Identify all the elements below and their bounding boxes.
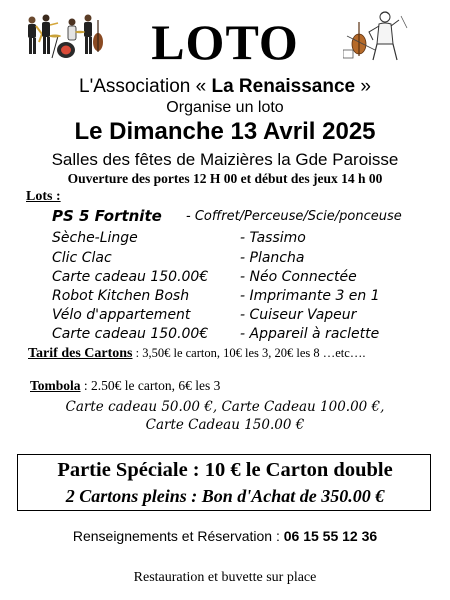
lot-right-item: - Coffret/Perceuse/Scie/ponceuse xyxy=(186,209,402,224)
tombola-prizes-line2: Carte Cadeau 150.00 € xyxy=(145,417,305,433)
lot-left-item: Carte cadeau 150.00€ xyxy=(52,326,209,342)
association-line xyxy=(0,76,450,98)
opening-hours: Ouverture des portes 12 H 00 et début des jeux 14 h 00 xyxy=(67,171,383,186)
event-location: Salles des fêtes de Maizières la Gde Paroisse xyxy=(51,150,399,169)
tombola-line xyxy=(30,378,220,394)
special-game-price: : 10 € le Carton double xyxy=(187,459,393,481)
lot-left-item: Clic Clac xyxy=(52,250,112,266)
association-name: La Renaissance xyxy=(211,76,356,97)
event-date: Le Dimanche 13 Avril 2025 xyxy=(74,118,376,145)
tombola-prizes-line1: Carte cadeau 50.00 €, Carte Cadeau 100.00 €, xyxy=(65,399,385,415)
tarif-line xyxy=(28,345,365,362)
association-prefix: L'Association « xyxy=(79,76,212,97)
special-game-title xyxy=(0,458,450,482)
association-suffix: » xyxy=(355,76,371,97)
lot-right-item: - Cuiseur Vapeur xyxy=(240,307,357,323)
lot-left-item: Sèche-Linge xyxy=(52,230,138,246)
lot-left-item: Carte cadeau 150.00€ xyxy=(52,269,209,285)
contact-phone: 06 15 55 12 36 xyxy=(283,528,378,544)
lot-right-item: - Tassimo xyxy=(240,230,306,246)
lot-left-item: Robot Kitchen Bosh xyxy=(52,288,190,304)
lot-left-item: Vélo d'appartement xyxy=(52,307,191,323)
tarif-text: : 3,50€ le carton, 10€ les 3, 20€ les 8 …etc…. xyxy=(132,346,366,360)
lot-right-item: - Imprimante 3 en 1 xyxy=(240,288,380,304)
tarif-label: Tarif des Cartons xyxy=(28,346,133,361)
footer-note: Restauration et buvette sur place xyxy=(133,570,317,585)
tombola-label: Tombola xyxy=(30,378,81,393)
lot-right-item: - Plancha xyxy=(240,250,305,266)
lot-right-item: - Néo Connectée xyxy=(240,269,357,285)
poster-title: LOTO xyxy=(151,14,299,70)
contact-label: Renseignements et Réservation : xyxy=(72,528,284,544)
lot-left-item: PS 5 Fortnite xyxy=(52,207,162,225)
lot-right-item: - Appareil à raclette xyxy=(240,326,380,342)
contact-line xyxy=(0,527,450,545)
special-game-prize: 2 Cartons pleins : Bon d'Achat de 350.00 € xyxy=(65,486,385,506)
special-game-label: Partie Spéciale xyxy=(57,459,188,481)
lots-heading: Lots : xyxy=(26,189,61,204)
event-subtitle: Organise un loto xyxy=(166,99,284,116)
tombola-text: : 2.50€ le carton, 6€ les 3 xyxy=(80,378,221,393)
